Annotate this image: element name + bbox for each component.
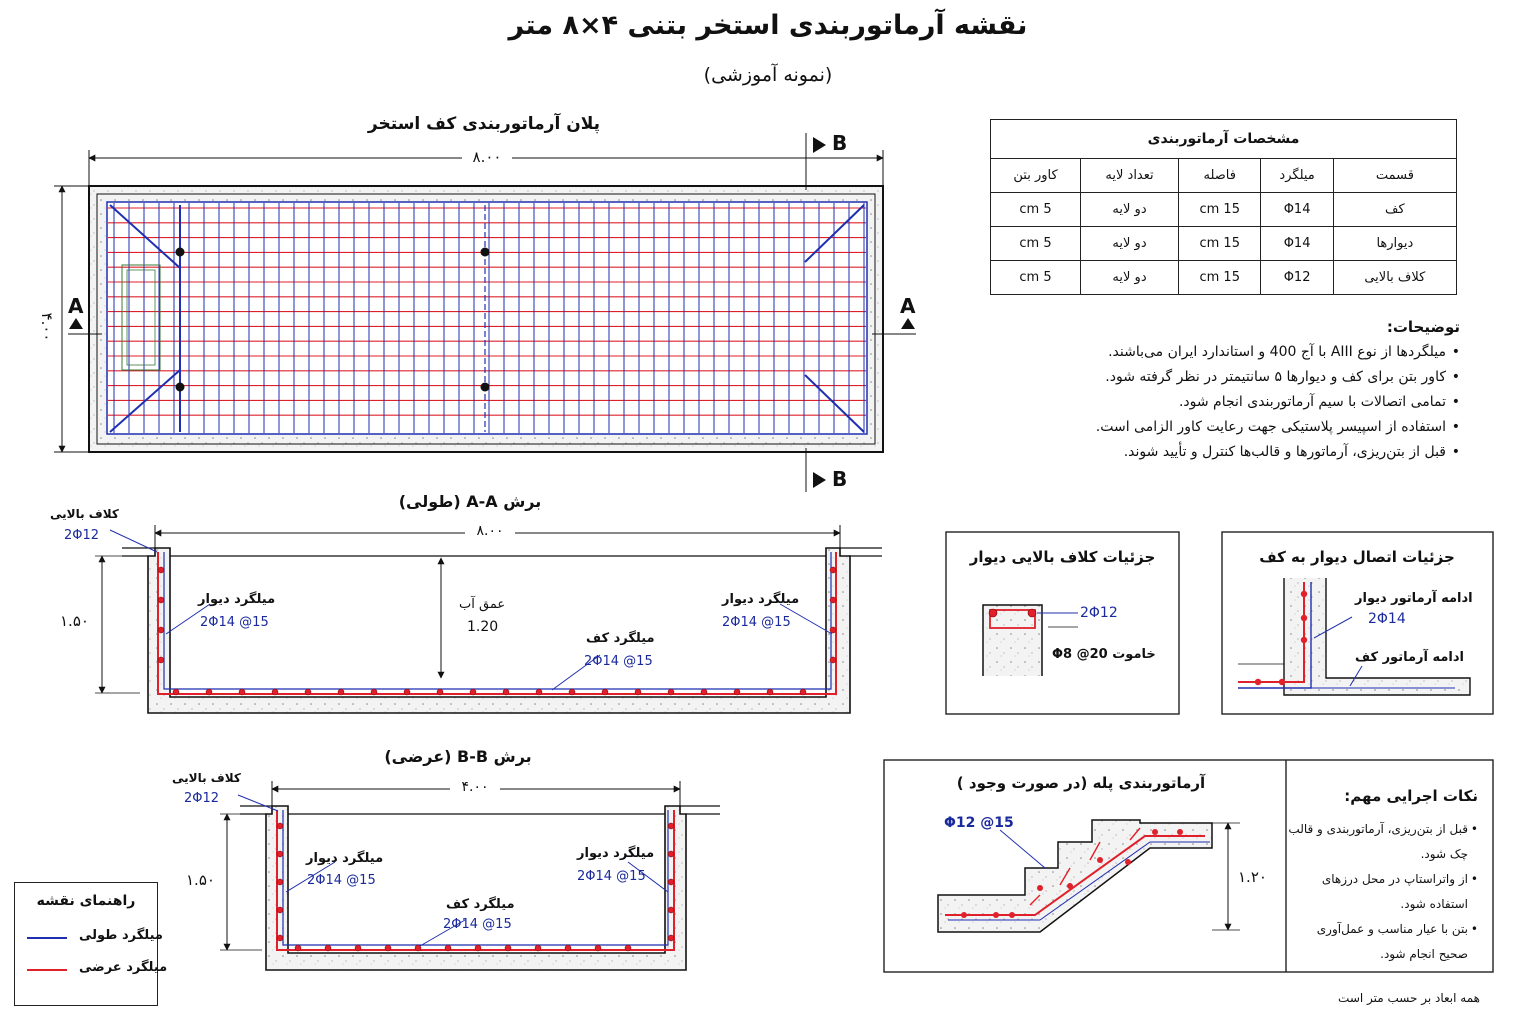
bb-wall-rebar-dot <box>668 907 674 913</box>
aa-wall-rebar-left: 2Φ14 @15 <box>200 615 269 630</box>
aa-wall-label-left: میلگرد دیوار <box>198 592 276 607</box>
section-a-marker-left: A <box>68 294 84 318</box>
bb-wall-rebar-dot <box>277 879 283 885</box>
bb-top-beam-label: کلاف بالایی <box>172 771 241 785</box>
bb-top-beam-rebar: 2Φ12 <box>184 791 220 806</box>
bb-wall-rebar-dot <box>277 851 283 857</box>
legend-longitudinal-swatch <box>27 937 67 939</box>
aa-floor-rebar-dot <box>635 689 641 695</box>
aa-floor-rebar-dot <box>470 689 476 695</box>
detail-top-beam-stirrup: خاموت Φ8 @20 <box>1052 647 1156 662</box>
aa-wall-rebar-right: 2Φ14 @15 <box>722 615 791 630</box>
table-cell: 15 cm <box>1178 193 1261 227</box>
aa-floor-rebar-dot <box>437 689 443 695</box>
spec-header-rebar: میلگرد <box>1261 159 1333 193</box>
table-cell: دو لایه <box>1081 193 1179 227</box>
bb-wall-rebar-dot <box>668 935 674 941</box>
list-item: • استفاده از اسپیسر پلاستیکی جهت رعایت کاور الزامی است. <box>1040 419 1446 435</box>
list-item: • قبل از بتن‌ریزی، آرماتورها و قالب‌ها کنترل و تأیید شوند. <box>1040 444 1446 460</box>
spec-table <box>990 119 1457 295</box>
bb-wall-rebar-right: 2Φ14 @15 <box>577 869 646 884</box>
page-title: نقشه آرماتوربندی استخر بتنی ۴×۸ متر <box>508 10 1028 41</box>
bb-wall-rebar-dot <box>668 823 674 829</box>
aa-floor-rebar-dot <box>272 689 278 695</box>
exec-notes-panel <box>1288 784 1478 967</box>
bb-floor-rebar: 2Φ14 @15 <box>443 917 512 932</box>
bb-floor-rebar-dot <box>445 945 451 951</box>
spec-table-header-row <box>991 159 1457 193</box>
table-row <box>991 227 1457 261</box>
aa-floor-rebar: 2Φ14 @15 <box>584 654 653 669</box>
detail-wall-cont-label: ادامه آرماتور دیوار <box>1355 591 1473 606</box>
aa-floor-rebar-dot <box>701 689 707 695</box>
bb-floor-rebar-dot <box>625 945 631 951</box>
spec-header-layers: تعداد لایه <box>1081 159 1179 193</box>
aa-floor-rebar-dot <box>305 689 311 695</box>
table-cell: دو لایه <box>1081 227 1179 261</box>
aa-wall-rebar-dot <box>830 627 836 633</box>
section-bb-height-dim: ۱.۵۰ <box>186 871 215 889</box>
table-cell: 5 cm <box>991 261 1081 295</box>
table-cell: 5 cm <box>991 193 1081 227</box>
bb-floor-rebar-dot <box>505 945 511 951</box>
stairs-height: ۱.۲۰ <box>1238 868 1267 886</box>
table-cell: دیوارها <box>1333 227 1456 261</box>
stairs-title: آرماتوربندی پله (در صورت وجود ) <box>956 774 1206 792</box>
legend-longitudinal-label: میلگرد طولی <box>79 928 163 943</box>
bb-wall-rebar-left: 2Φ14 @15 <box>307 873 376 888</box>
aa-floor-rebar-dot <box>371 689 377 695</box>
bb-wall-label-right: میلگرد دیوار <box>577 846 655 861</box>
page-subtitle: (نمونه آموزشی) <box>703 64 833 86</box>
aa-floor-rebar-dot <box>239 689 245 695</box>
bb-floor-rebar-dot <box>565 945 571 951</box>
list-item: • تمامی اتصالات با سیم آرماتوربندی انجام شود. <box>1040 394 1446 410</box>
list-item: • از واتراستاپ در محل درزهای استفاده شود. <box>1288 867 1468 917</box>
bb-wall-rebar-dot <box>277 907 283 913</box>
plan-title: پلان آرماتوربندی کف استخر <box>367 114 600 134</box>
aa-wall-rebar-dot <box>830 657 836 663</box>
section-bb-title: برش B-B (عرضی) <box>384 747 532 766</box>
aa-floor-rebar-dot <box>404 689 410 695</box>
table-row <box>991 193 1457 227</box>
footer-note: همه ابعاد بر حسب متر است <box>1338 991 1480 1005</box>
bb-floor-rebar-dot <box>595 945 601 951</box>
notes-title: توضیحات: <box>1386 318 1460 336</box>
aa-floor-rebar-dot <box>536 689 542 695</box>
bb-floor-rebar-dot <box>475 945 481 951</box>
table-cell: 5 cm <box>991 227 1081 261</box>
aa-floor-rebar-dot <box>206 689 212 695</box>
section-b-marker-bottom: B <box>832 467 848 491</box>
aa-wall-rebar-dot <box>830 597 836 603</box>
aa-wall-rebar-dot <box>158 597 164 603</box>
table-cell: کلاف بالایی <box>1333 261 1456 295</box>
bb-floor-rebar-dot <box>385 945 391 951</box>
section-aa-title: برش A-A (طولی) <box>398 492 542 511</box>
table-row <box>991 261 1457 295</box>
legend <box>14 882 168 1006</box>
aa-floor-rebar-dot <box>602 689 608 695</box>
bb-floor-rebar-dot <box>535 945 541 951</box>
bb-floor-rebar-dot <box>325 945 331 951</box>
bb-wall-label-left: میلگرد دیوار <box>306 851 384 866</box>
plan-length-dim: ۸.۰۰ <box>462 148 512 166</box>
detail-floor-cont-label: ادامه آرماتور کف <box>1355 650 1464 665</box>
section-aa-height-dim: ۱.۵۰ <box>60 612 89 630</box>
detail-wall-floor-title: جزئیات اتصال دیوار به کف <box>1259 548 1455 566</box>
aa-floor-rebar-dot <box>668 689 674 695</box>
list-item: • میلگردها از نوع AIII با آج 400 و استاندارد ایران می‌باشند. <box>1040 344 1446 360</box>
plan-drawing <box>54 133 916 492</box>
aa-floor-rebar-dot <box>503 689 509 695</box>
spec-table-caption: مشخصات آرماتوربندی <box>991 120 1457 159</box>
aa-floor-rebar-dot <box>734 689 740 695</box>
table-cell: دو لایه <box>1081 261 1179 295</box>
aa-wall-rebar-dot <box>158 627 164 633</box>
spec-header-cover: کاور بتن <box>991 159 1081 193</box>
aa-wall-rebar-dot <box>158 657 164 663</box>
table-cell: 15 cm <box>1178 227 1261 261</box>
bb-wall-rebar-dot <box>277 823 283 829</box>
aa-wall-rebar-dot <box>830 567 836 573</box>
bb-floor-rebar-dot <box>355 945 361 951</box>
bb-wall-rebar-dot <box>668 879 674 885</box>
bb-wall-rebar-dot <box>668 851 674 857</box>
detail-wall-rebar: 2Φ14 <box>1368 611 1406 627</box>
notes-panel <box>1040 318 1460 469</box>
table-cell: کف <box>1333 193 1456 227</box>
aa-floor-rebar-dot <box>338 689 344 695</box>
table-cell: Φ14 <box>1261 227 1333 261</box>
bb-wall-rebar-dot <box>277 935 283 941</box>
aa-depth-value: 1.20 <box>467 619 499 635</box>
legend-transverse-label: میلگرد عرضی <box>79 960 168 975</box>
bb-floor-label: میلگرد کف <box>446 897 515 912</box>
section-b-marker-top: B <box>832 131 848 155</box>
list-item: • بتن با عیار مناسب و عمل‌آوری صحیح انجام شود. <box>1288 917 1468 967</box>
bb-floor-rebar-dot <box>295 945 301 951</box>
section-bb-width-dim: ۴.۰۰ <box>450 779 500 795</box>
section-a-marker-right: A <box>900 294 916 318</box>
table-cell: Φ12 <box>1261 261 1333 295</box>
spec-header-part: قسمت <box>1333 159 1456 193</box>
plan-width-dim: ۴.۰۰ <box>38 312 56 342</box>
table-cell: Φ14 <box>1261 193 1333 227</box>
detail-top-beam-title: جزئیات کلاف بالایی دیوار <box>969 548 1156 566</box>
aa-wall-rebar-dot <box>158 567 164 573</box>
aa-floor-rebar-dot <box>767 689 773 695</box>
section-aa-length-dim: ۸.۰۰ <box>465 523 515 539</box>
aa-depth-label: عمق آب <box>459 597 506 612</box>
aa-top-beam-label: کلاف بالایی <box>50 507 119 521</box>
aa-wall-label-right: میلگرد دیوار <box>722 592 800 607</box>
aa-top-beam-rebar: 2Φ12 <box>64 528 100 543</box>
stairs-rebar: Φ12 @15 <box>944 815 1014 831</box>
aa-floor-rebar-dot <box>173 689 179 695</box>
list-item: • کاور بتن برای کف و دیوارها ۵ سانتیمتر در نظر گرفته شود. <box>1040 369 1446 385</box>
legend-title: راهنمای نقشه <box>36 893 136 909</box>
detail-top-beam-rebar: 2Φ12 <box>1080 605 1118 621</box>
table-cell: 15 cm <box>1178 261 1261 295</box>
aa-floor-rebar-dot <box>800 689 806 695</box>
exec-notes-title: نکات اجرایی مهم: <box>1344 787 1478 805</box>
spec-header-spacing: فاصله <box>1178 159 1261 193</box>
aa-floor-rebar-dot <box>569 689 575 695</box>
list-item: • قبل از بتن‌ریزی، آرماتوربندی و قالب چک شود. <box>1288 817 1468 867</box>
aa-floor-label: میلگرد کف <box>586 631 655 646</box>
legend-transverse-swatch <box>27 969 67 971</box>
